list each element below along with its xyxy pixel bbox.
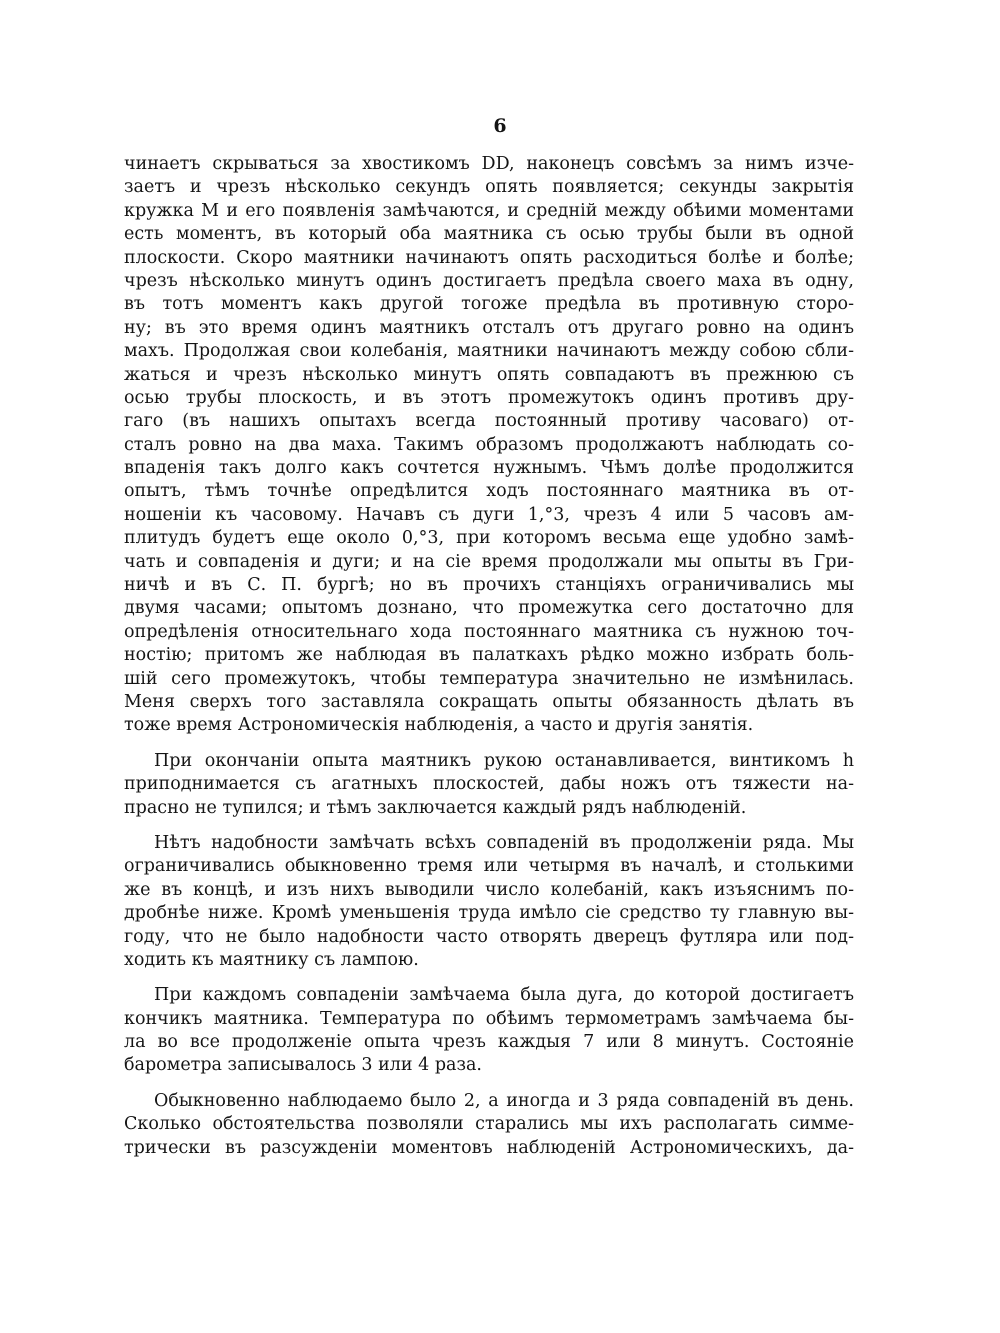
- paragraph-3: [124, 832, 854, 972]
- text-line: кружка M и его появленія замѣчаются, и средній между обѣими моментами: [124, 200, 854, 221]
- text-line: чрезъ нѣсколько минутъ одинъ достигаетъ предѣла своего маха въ одну,: [124, 270, 854, 291]
- text-line: впаденія такъ долго какъ сочтется нужнымъ. Чѣмъ долѣе продолжится: [124, 458, 854, 479]
- paragraph-4: [124, 984, 854, 1078]
- page-number: 6: [493, 115, 507, 137]
- text-line: Меня сверхъ того заставляла сокращать опыты обязанность дѣлать въ: [124, 691, 854, 712]
- text-line: Обыкновенно наблюдаемо было 2, а иногда и 3 ряда совпаденій въ день.: [154, 1090, 854, 1111]
- text-line: жаться и чрезъ нѣсколько минутъ опять совпадаютъ въ прежнюю съ: [124, 364, 854, 385]
- text-line: При окончаніи опыта маятникъ рукою останавливается, винтикомъ h: [154, 750, 854, 771]
- text-line: двумя часами; опытомъ дознано, что промежутка сего достаточно для: [124, 598, 854, 619]
- text-line: ностію; притомъ же наблюдая въ палаткахъ рѣдко можно избрать боль-: [124, 645, 854, 666]
- text-line: ходить къ маятнику съ лампою.: [124, 949, 419, 970]
- text-line: ла во все продолженіе опыта чрезъ каждыя 7 или 8 минутъ. Состояніе: [124, 1032, 854, 1053]
- text-line: опытъ, тѣмъ точнѣе опредѣлится ходъ постояннаго маятника въ от-: [124, 481, 854, 502]
- text-line: тоже время Астрономическія наблюденія, а часто и другія занятія.: [124, 715, 754, 736]
- text-line: ну; въ это время одинъ маятникъ отсталъ отъ другаго ровно на одинъ: [124, 317, 854, 338]
- text-line: плитудъ будетъ еще около 0,°3, при которомъ весьма еще удобно замѣ-: [124, 528, 854, 549]
- text-line: есть моментъ, въ который оба маятника съ осью трубы были въ одной: [124, 224, 854, 245]
- body-text: [124, 153, 854, 1160]
- text-line: кончикъ маятника. Температура по обѣимъ термометрамъ замѣчаема бы-: [124, 1008, 854, 1029]
- text-line: Сколько обстоятельства позволяли старались мы ихъ располагать симме-: [124, 1114, 854, 1135]
- text-line: году, что не было надобности часто отворять дверецъ футляра или под-: [124, 926, 854, 947]
- text-line: прасно не тупился; и тѣмъ заключается каждый рядъ наблюденій.: [124, 797, 747, 818]
- text-line: приподнимается съ агатныхъ плоскостей, дабы ножъ отъ тяжести на-: [124, 774, 854, 795]
- paragraph-2: [124, 750, 854, 820]
- paragraph-5: [124, 1090, 854, 1160]
- text-line: гаго (въ нашихъ опытахъ всегда постоянный противу часоваго) от-: [124, 411, 854, 432]
- text-line: трически въ разсужденіи моментовъ наблюденій Астрономическихъ, да-: [124, 1137, 854, 1158]
- text-line: ограничивались обыкновенно тремя или четырмя въ началѣ, и столькими: [124, 856, 854, 877]
- text-line: ношеніи къ часовому. Начавъ съ дуги 1,°3, чрезъ 4 или 5 часовъ ам-: [124, 504, 854, 525]
- text-line: махъ. Продолжая свои колебанія, маятники начинаютъ между собою сбли-: [124, 341, 854, 362]
- text-line: чать и совпаденія и дуги; и на сіе время продолжали мы опыты въ Гри-: [124, 551, 854, 572]
- text-line: дробнѣе ниже. Кромѣ уменьшенія труда имѣло сіе средство ту главную вы-: [124, 903, 854, 924]
- text-line: сталъ ровно на два маха. Такимъ образомъ продолжаютъ наблюдать со-: [124, 434, 854, 455]
- text-line: плоскости. Скоро маятники начинаютъ опять расходиться болѣе и болѣе;: [124, 247, 854, 268]
- text-line: барометра записывалось 3 или 4 раза.: [124, 1055, 482, 1076]
- text-line: осью трубы плоскость, и въ этотъ промежутокъ одинъ противъ дру-: [124, 387, 854, 408]
- paragraph-1: [124, 153, 854, 738]
- text-line: заетъ и чрезъ нѣсколько секундъ опять появляется; секунды закрытія: [124, 177, 854, 198]
- text-line: же въ концѣ, и изъ нихъ выводили число колебаній, какъ изъяснимъ по-: [124, 879, 854, 900]
- text-line: ничѣ и въ С. П. бургѣ; но въ прочихъ станціяхъ ограничивались мы: [124, 575, 854, 596]
- text-line: чинаетъ скрываться за хвостикомъ DD, наконецъ совсѣмъ за нимъ изче-: [124, 154, 854, 174]
- text-line: опредѣленія относительнаго хода постояннаго маятника съ нужною точ-: [124, 621, 854, 642]
- text-line: При каждомъ совпаденіи замѣчаема была дуга, до которой достигаетъ: [154, 985, 854, 1006]
- text-line: въ тотъ моментъ какъ другой тогоже предѣла въ противную сторо-: [124, 294, 854, 315]
- text-line: шій сего промежутокъ, чтобы температура значительно не измѣнилась.: [124, 668, 854, 689]
- text-line: Нѣтъ надобности замѣчать всѣхъ совпаденій въ продолженіи ряда. Мы: [154, 832, 854, 853]
